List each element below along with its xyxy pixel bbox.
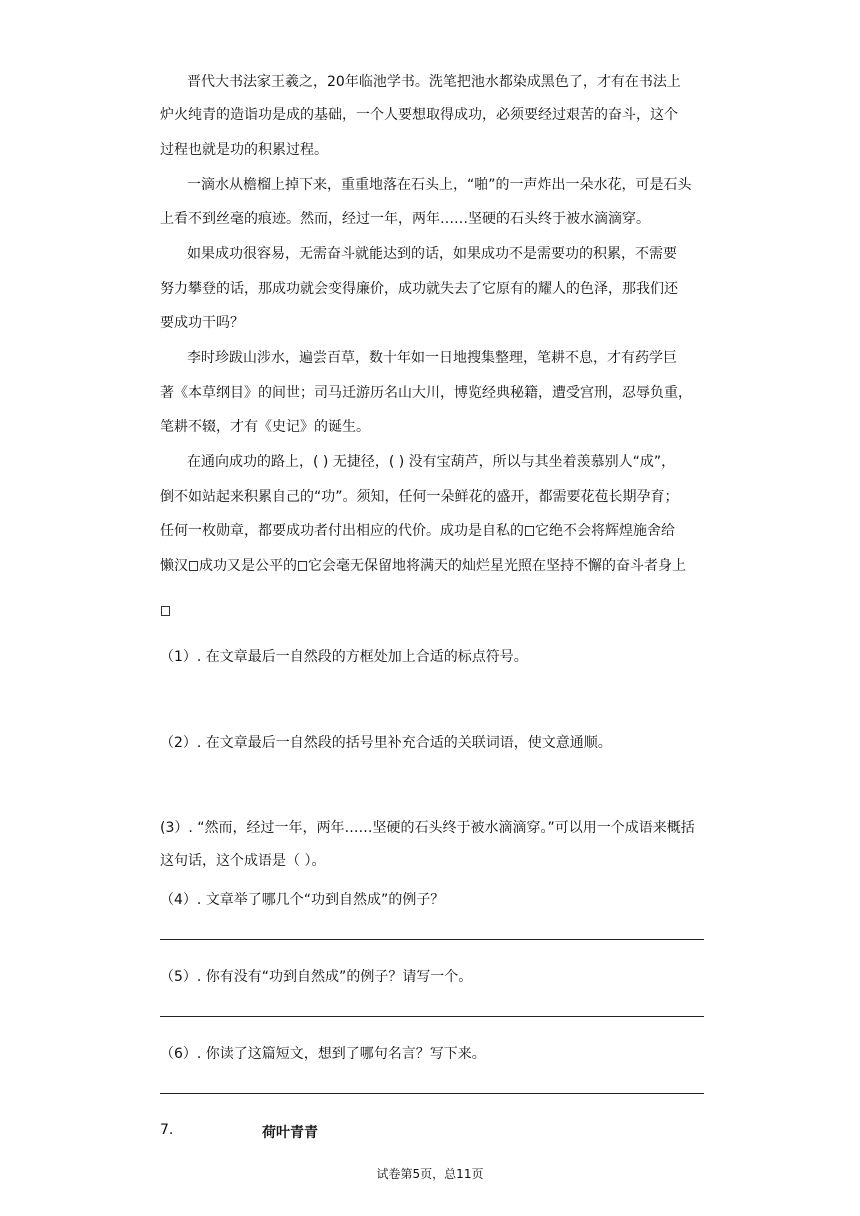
question-4: （4）. 文章举了哪几个“功到自然成”的例子？: [160, 892, 445, 908]
passage-p5-line4: [160, 556, 686, 576]
punctuation-box[interactable]: [525, 526, 534, 536]
passage-p3-line2: 努力攀登的话，那成功就会变得廉价，成功就失去了它原有的耀人的色泽，那我们还: [160, 281, 678, 297]
passage-p5-line2: 倒不如站起来积累自己的“功”。须知，任何一朵鲜花的盛开，都需要花苞长期孕育；: [160, 489, 679, 505]
question-7-title: 荷叶青青: [262, 1125, 318, 1141]
punctuation-box[interactable]: [189, 561, 198, 571]
answer-line-4[interactable]: [160, 939, 704, 940]
question-5: （5）. 你有没有“功到自然成”的例子？请写一个。: [160, 969, 473, 985]
passage-p3-line1: 如果成功很容易，无需奋斗就能达到的话，如果成功不是需要功的积累，不需要: [187, 246, 677, 262]
punctuation-box[interactable]: [298, 561, 307, 571]
passage-p5-line3-b: 它绝不会将辉煌施舍给: [535, 523, 675, 539]
passage-p5-line5: [160, 601, 171, 621]
passage-p5-line4-a: 懒汉: [160, 558, 188, 574]
passage-p5-line3: [160, 521, 675, 541]
passage-p5-line1: 在通向成功的路上，( ) 无捷径，( ) 没有宝葫芦，所以与其坐着羡慕别人“成”，: [187, 454, 676, 470]
punctuation-box[interactable]: [161, 606, 170, 616]
question-7-number: 7.: [160, 1122, 174, 1138]
passage-p5-line3-a: 任何一枚勋章，都要成功者付出相应的代价。成功是自私的: [160, 523, 524, 539]
passage-p2-line2: 上看不到丝毫的痕迹。然而，经过一年，两年……坚硬的石头终于被水滴滴穿。: [160, 211, 650, 227]
question-6: （6）. 你读了这篇短文，想到了哪句名言？写下来。: [160, 1046, 486, 1062]
question-2: （2）. 在文章最后一自然段的括号里补充合适的关联词语，使文意通顺。: [160, 735, 612, 751]
passage-p1-line1: 晋代大书法家王羲之，20年临池学书。洗笔把池水都染成黑色了，才有在书法上: [187, 74, 681, 90]
passage-p4-line1: 李时珍跋山涉水，遍尝百草，数十年如一日地搜集整理，笔耕不息，才有药学巨: [187, 350, 677, 366]
passage-p5-line4-c: 它会毫无保留地将满天的灿烂星光照在坚持不懈的奋斗者身上: [308, 558, 686, 574]
passage-p3-line3: 要成功干吗？: [160, 315, 244, 331]
question-1: （1）. 在文章最后一自然段的方框处加上合适的标点符号。: [160, 649, 528, 665]
page-footer: 试卷第5页，总11页: [376, 1167, 484, 1181]
passage-p2-line1: 一滴水从檐榴上掉下来，重重地落在石头上，“啪”的一声炸出一朵水花，可是石头: [187, 177, 692, 193]
question-3-line2: 这句话，这个成语是（ ）。: [160, 853, 326, 869]
passage-p5-line4-b: 成功又是公平的: [199, 558, 297, 574]
passage-p4-line2: 著《本草纲目》的间世；司马迁游历名山大川，博览经典秘籍，遭受宫刑，忍辱负重，: [160, 385, 692, 401]
passage-p1-line2: 炉火纯青的造诣功是成的基础，一个人要想取得成功，必须要经过艰苦的奋斗，这个: [160, 107, 678, 123]
passage-p4-line3: 笔耕不辍，才有《史记》的诞生。: [160, 419, 370, 435]
question-3-line1: (3）. “然而，经过一年，两年……坚硬的石头终于被水滴滴穿。”可以用一个成语来概括: [160, 820, 695, 836]
answer-line-6[interactable]: [160, 1093, 704, 1094]
answer-line-5[interactable]: [160, 1016, 704, 1017]
passage-p1-line3: 过程也就是功的积累过程。: [160, 142, 328, 158]
